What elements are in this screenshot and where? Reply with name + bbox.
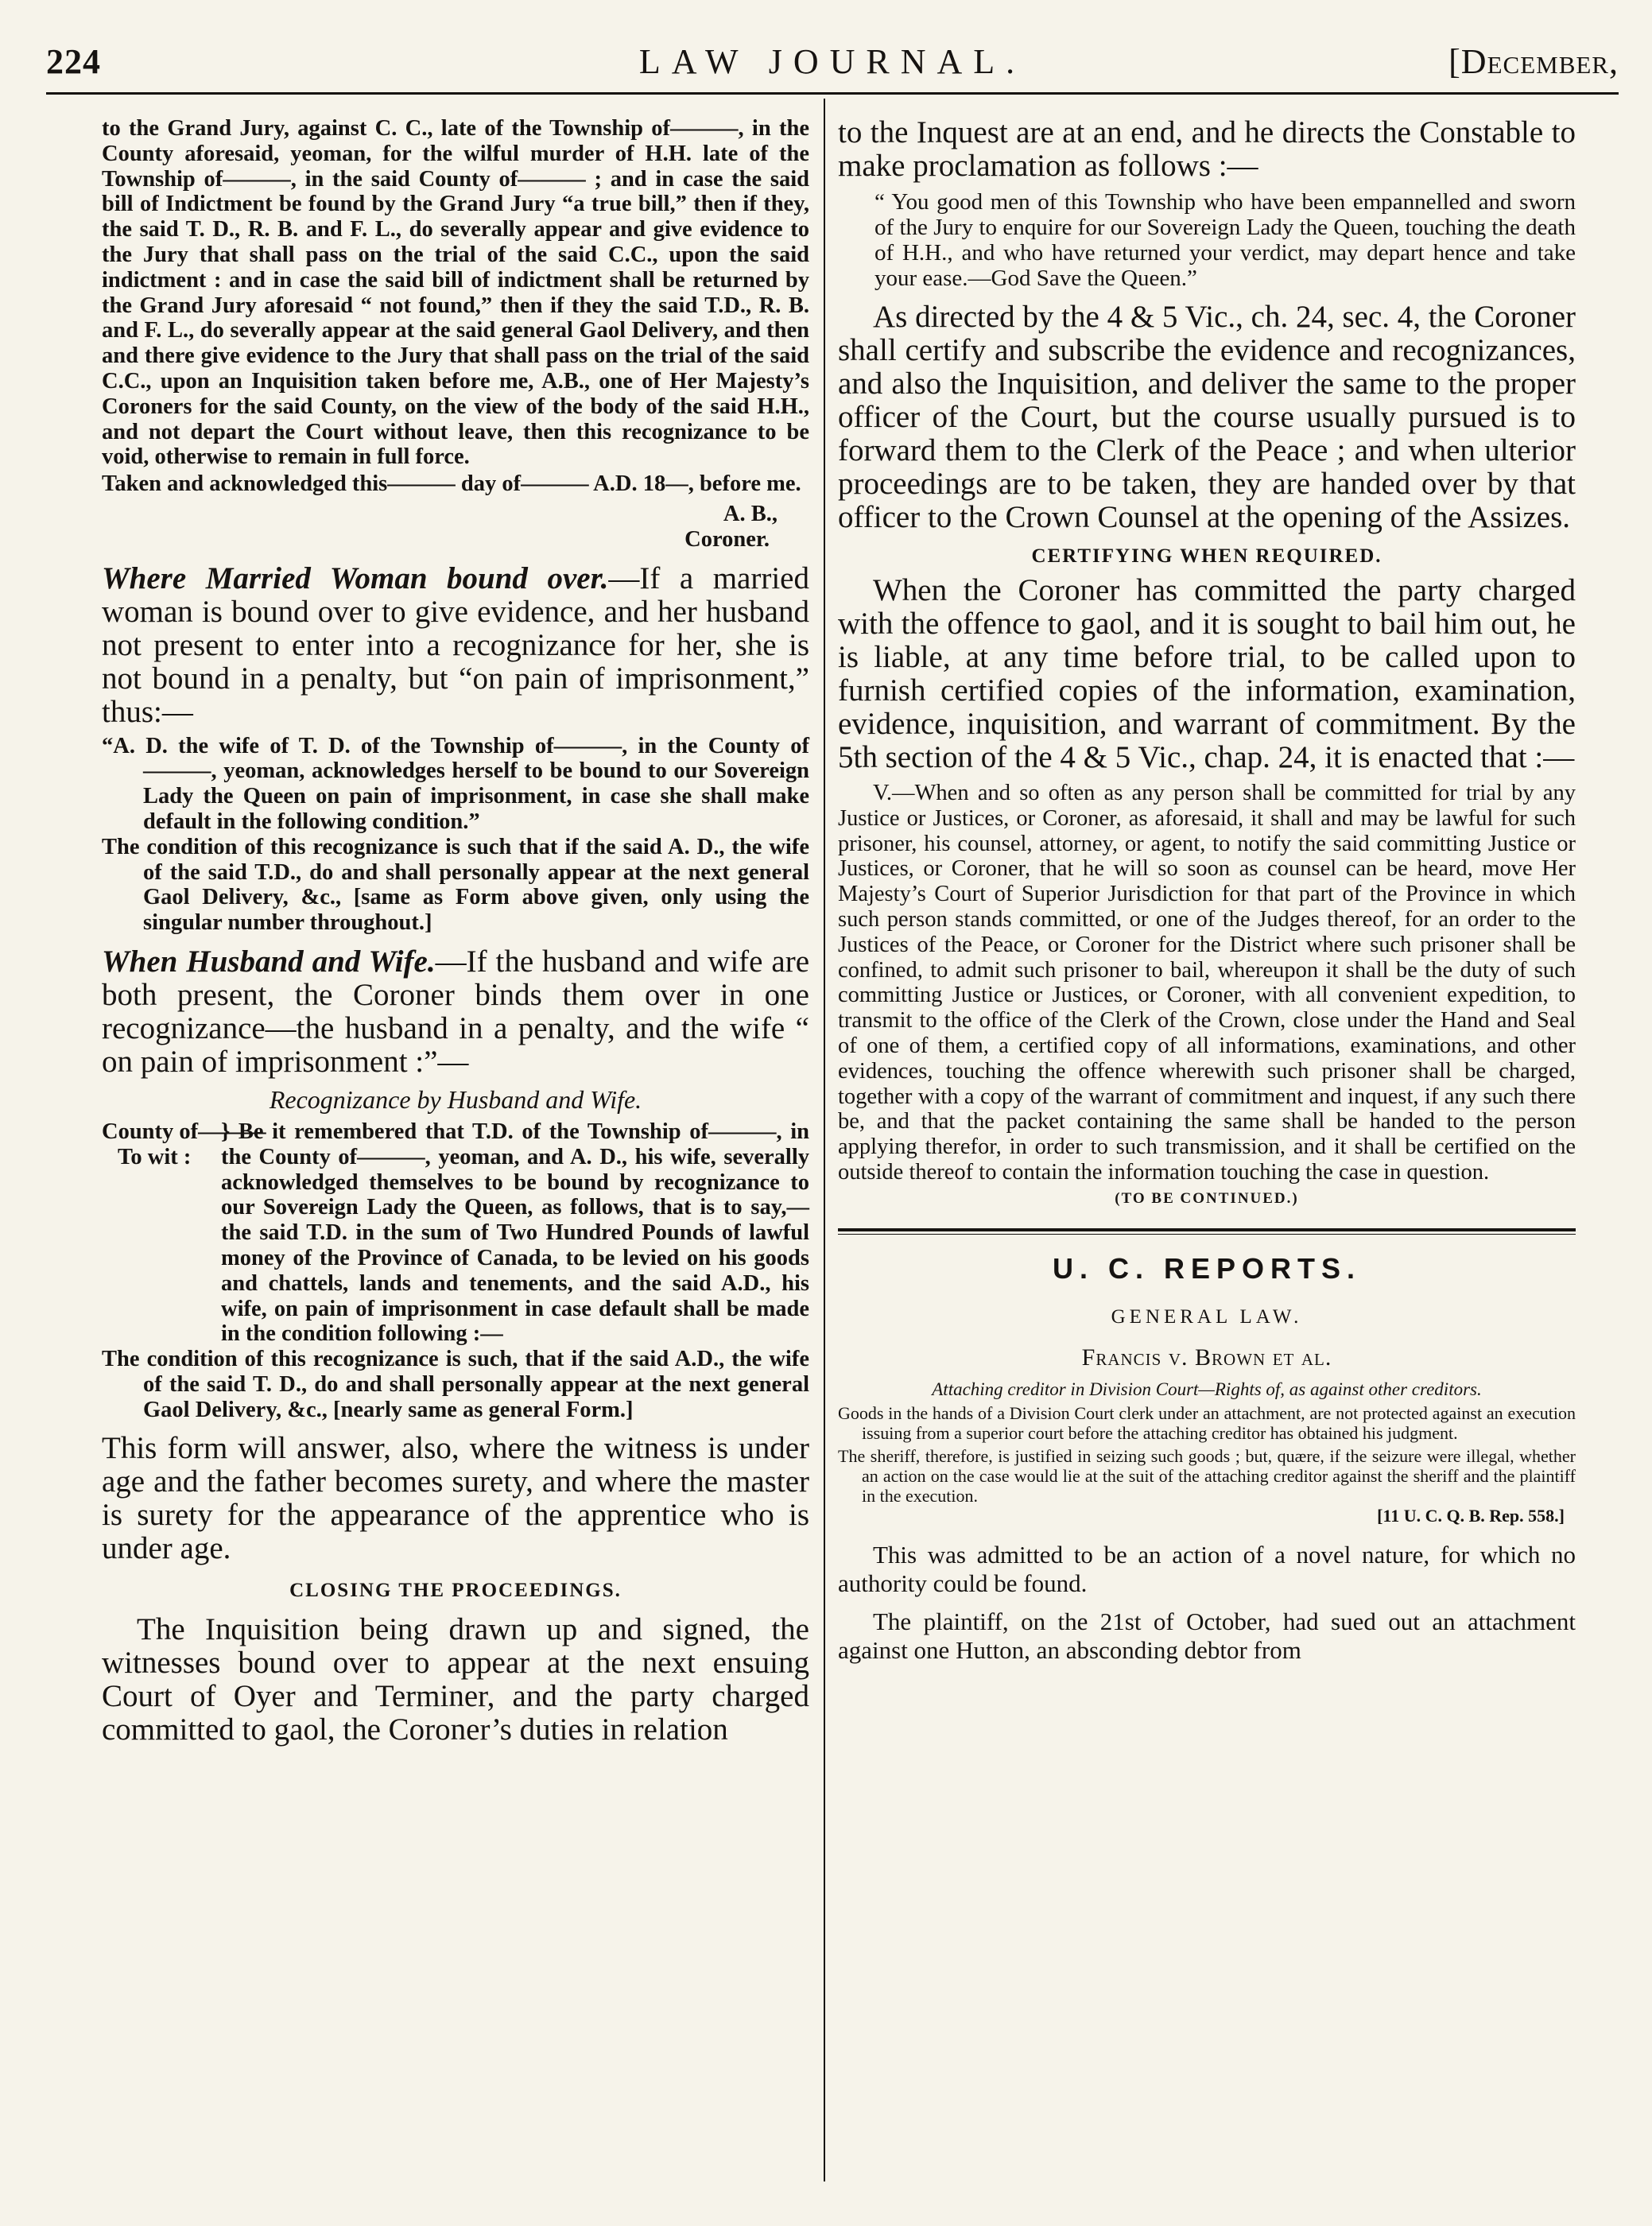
form-answer-paragraph: This form will answer, also, where the witness is under age and the father becomes surety, and where the master is surety for the appearance of the apprentice who is under age. bbox=[102, 1431, 809, 1566]
recognizance-text: } Be it remembered that T.D. of the Township of———, in the County of———, yeoman, and A. D., his wife, severally acknowledged themselves to be bound by recognizance to our Sovereign Lady the Queen, as follows, that is to say,—the said T.D. in the sum of Two Hundred Pounds of lawful money of the Province of Canada, to be levied on his goods and chattels, lands and tenements, and the said A.D., his wife, on pain of imprisonment in case default shall be made in the condition following :— bbox=[221, 1119, 809, 1347]
husband-wife-paragraph bbox=[102, 945, 809, 1079]
married-woman-runin: Where Married Woman bound over. bbox=[102, 560, 609, 595]
husband-wife-runin: When Husband and Wife. bbox=[102, 944, 436, 979]
certifying-heading: CERTIFYING WHEN REQUIRED. bbox=[1031, 545, 1382, 567]
headnote-second: The sheriff, therefore, is justified in seizing such goods ; but, quære, if the seizure were illegal, whether an action on the case would lie at the suit of the attaching creditor against the sheriff and the plaintiff in the execution. bbox=[838, 1445, 1576, 1506]
venue-towit: To wit : bbox=[118, 1144, 192, 1169]
married-woman-quote: “A. D. the wife of T. D. of the Township of———, in the County of———, yeoman, acknowledges herself to be bound to our Sovereign Lady the Queen on pain of imprisonment, in case she shall make default in the following condition.” bbox=[102, 733, 809, 834]
page-number: 224 bbox=[46, 42, 101, 81]
venue-county: County of——— bbox=[102, 1119, 266, 1144]
venue-label bbox=[102, 1119, 266, 1347]
header-rule bbox=[46, 92, 1619, 95]
certifying-paragraph: When the Coroner has committed the party charged with the offence to gaol, and it is sought to bail him out, he is liable, at any time before trial, to be called upon to furnish certified copies of the information, examination, evidence, inquisition, and warrant of commitment. By the 5th section of the 4 & 5 Vic., chap. 24, it is enacted that :— bbox=[838, 573, 1576, 774]
husband-wife-text: —If the husband and wife are both present, the Coroner binds them over in one recognizance—the husband in a penalty, and the wife “ on pain of imprisonment :”— bbox=[102, 944, 810, 1079]
married-woman-text: —If a married woman is bound over to give evidence, and her husband not present to enter into a recognizance for her, she is not bound in a penalty, but “on pain of imprisonment,” thus:— bbox=[102, 560, 809, 729]
case-title: Francis v. Brown et al. bbox=[1081, 1344, 1332, 1371]
headnote-first: Goods in the hands of a Division Court clerk under an attachment, are not protected against an execution issuing from a superior court before the attaching creditor has obtained his judgment. bbox=[838, 1402, 1576, 1443]
case-citation: [11 U. C. Q. B. Rep. 558.] bbox=[1377, 1505, 1565, 1526]
closing-paragraph: The Inquisition being drawn up and signed, the witnesses bound over to appear at the next ensuing Court of Oyer and Terminer, and the party charged committed to gaol, the Coroner’s duties in relation bbox=[102, 1612, 809, 1747]
statute-block bbox=[838, 781, 1576, 1185]
directed-paragraph: As directed by the 4 & 5 Vic., ch. 24, sec. 4, the Coroner shall certify and subscribe the evidence and recognizances, and also the Inquisition, and deliver the same to the proper officer of the Court, but the course usually pursued is to forward them to the Clerk of the Peace ; and when ulterior proceedings are to be taken, they are handed over by that officer to the Crown Counsel at the opening of the Assizes. bbox=[838, 300, 1576, 534]
recognizance-form-tail: to the Grand Jury, against C. C., late of the Township of———, in the County aforesaid, yeoman, for the wilful murder of H.H. late of the Township of———, in the said County of——— ; and in case the said bill of Indictment be found by the Grand Jury “a true bill,” then if they, the said T. D., R. B. and F. L., do severally appear and give evidence to the Jury that shall pass on the trial of the said C.C., upon the said indictment : and in case the said bill of indictment shall be returned by the Grand Jury aforesaid “ not found,” then if they the said T.D., R. B. and F. L., do severally appear at the said general Gaol Delivery, and then and there give evidence to the Jury that shall pass on the trial of the said C.C., upon an Inquisition taken before me, A.B., one of Her Majesty’s Coroners for the said County, on the view of the body of the said H.H., and not depart the Court without leave, then this recognizance to be void, otherwise to remain in full force. bbox=[102, 116, 809, 470]
reports-rule-thick bbox=[838, 1228, 1576, 1231]
column-divider bbox=[824, 99, 825, 2181]
proclamation-text: “ You good men of this Township who have been empannelled and sworn of the Jury to enquire for our Sovereign Lady the Queen, touching the death of H.H., and who have returned your verdict, may depart hence and take your ease.—God Save the Queen.” bbox=[874, 189, 1576, 291]
admitted-paragraph: This was admitted to be an action of a novel nature, for which no authority could be found. bbox=[838, 1540, 1576, 1597]
right-column bbox=[838, 116, 1576, 1665]
statute-text: V.—When and so often as any person shall be committed for trial by any Justice or Justices, or Coroner, as aforesaid, it shall and may be lawful for such prisoner, his counsel, attorney, or agent, to notify the said committing Justice or Justices, or Coroner, that he will so soon as counsel can be heard, move Her Majesty’s Court of Superior Jurisdiction for that part of the Province in which such person stands committed, or one of the Judges thereof, for an order to the Justices of the Peace, or Coroner for the District where such prisoner shall be confined, to admit such prisoner to bail, whereupon it shall be the duty of such committing Justice or Justices, or Coroner, with all convenient expedition, to transmit to the office of the Clerk of the Crown, close under the Hand and Seal of one of them, a certified copy of all informations, examinations, and other evidences, touching the offence wherewith such prisoner shall be charged, together with a copy of the warrant of commitment and inquest, if any such there be, and that the packet containing the same shall be handed to the person applying therefor, in order to such transmission, and it shall be certified on the outside thereof to contain the information touching the case in question. bbox=[838, 781, 1576, 1185]
married-woman-condition: The condition of this recognizance is such that if the said A. D., the wife of the said T.D., do and shall personally appear at the next general Gaol Delivery, &c., [same as Form above given, only using the singular number throughout.] bbox=[102, 834, 809, 936]
married-woman-paragraph bbox=[102, 562, 809, 729]
reports-rule-thin bbox=[838, 1234, 1576, 1235]
proclamation-block bbox=[874, 189, 1576, 291]
venue-block bbox=[102, 1119, 809, 1347]
running-head bbox=[46, 41, 1619, 89]
continued-note: (TO BE CONTINUED.) bbox=[1115, 1189, 1299, 1207]
plaintiff-paragraph: The plaintiff, on the 21st of October, had sued out an attachment against one Hutton, an absconding debtor from bbox=[838, 1607, 1576, 1664]
headnote-italic: Attaching creditor in Division Court—Rights of, as against other creditors. bbox=[932, 1379, 1482, 1399]
left-column bbox=[102, 116, 809, 1747]
inquest-paragraph: to the Inquest are at an end, and he directs the Constable to make proclamation as follows :— bbox=[838, 115, 1576, 183]
signature-title: Coroner. bbox=[684, 526, 770, 552]
signature-name: A. B., bbox=[723, 501, 778, 526]
reports-subtitle: GENERAL LAW. bbox=[1111, 1305, 1303, 1328]
reports-rule bbox=[838, 1228, 1576, 1235]
recognizance-heading: Recognizance by Husband and Wife. bbox=[269, 1084, 642, 1114]
journal-title: LAW JOURNAL. bbox=[638, 42, 1026, 81]
taken-acknowledged-line: Taken and acknowledged this——— day of——— A.D. 18—, before me. bbox=[102, 471, 801, 497]
closing-heading: CLOSING THE PROCEEDINGS. bbox=[289, 1580, 622, 1602]
reports-title: U. C. REPORTS. bbox=[1052, 1251, 1362, 1285]
recognizance-condition: The condition of this recognizance is such, that if the said A.D., the wife of the said T. D., do and shall personally appear at the next general Gaol Delivery, &c., [nearly same as general Form.] bbox=[102, 1347, 809, 1422]
running-month: [December, bbox=[1448, 42, 1619, 81]
